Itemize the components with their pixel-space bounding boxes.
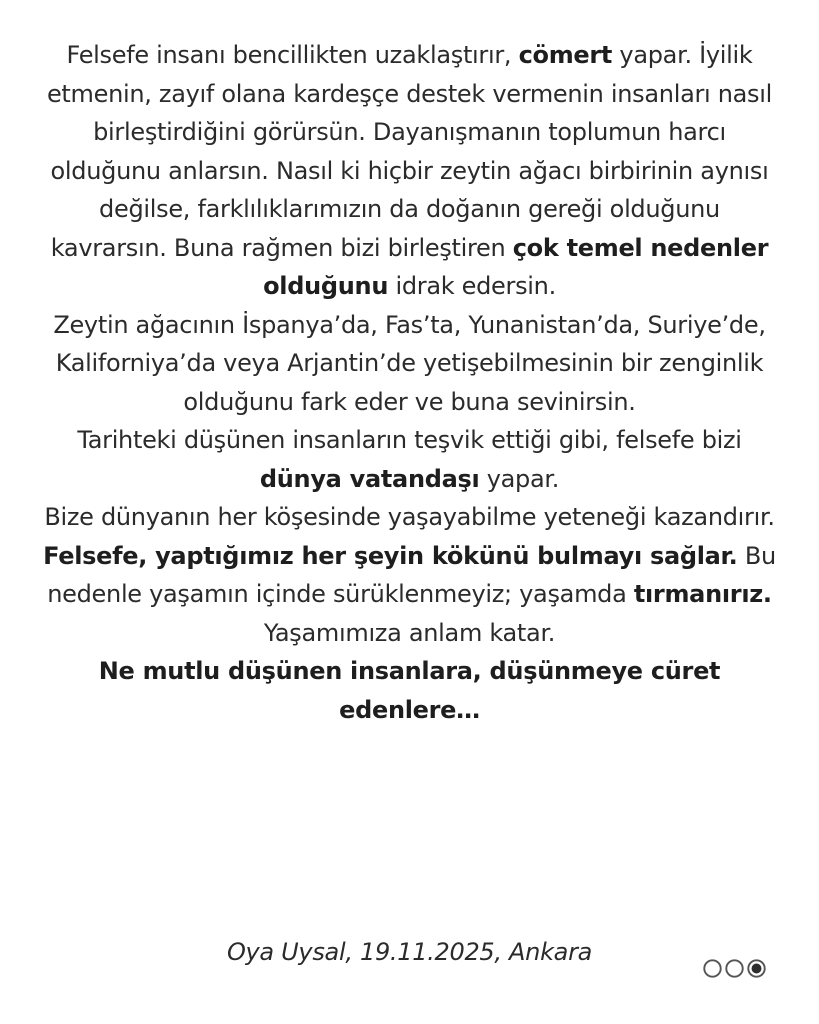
circle-outline-icon[interactable] [702,958,723,979]
text-run: Zeytin ağacının İspanya’da, Fas’ta, Yunanistan’da, Suriye’de, Kaliforniya’da veya Arjantin’de yetişebilmesinin bir zenginlik olduğunu fark eder ve buna sevinirsin. [53,310,766,416]
paragraph-2 [40,306,779,422]
circle-filled-icon[interactable] [746,958,767,979]
paragraph-3 [40,421,779,498]
text-run: Bize dünyanın her köşesinde yaşayabilme yeteneği kazandırır. [44,503,775,531]
text-run: yapar. İyilik etmenin, zayıf olana kardeşçe destek vermenin insanları nasıl birleştirdiğini görürsün. Dayanışmanın toplumun harcı olduğunu anlarsın. Nasıl ki hiçbir zeytin ağacı birbirinin aynısı değilse, farklılıklarımızın da doğanın gereği olduğunu kavrarsın. Buna rağmen bizi birleştiren [46,41,773,262]
paragraph-6 [40,614,779,653]
text-run: Felsefe insanı bencillikten uzaklaştırır, [66,41,519,69]
text-run: idrak edersin. [388,272,556,300]
paragraph-7 [40,652,779,729]
circle-outline-icon[interactable] [724,958,745,979]
signature: Oya Uysal, 19.11.2025, Ankara [226,938,593,966]
bold-text-run: cömert [518,41,613,69]
paragraph-5 [40,537,779,614]
paragraph-4 [40,498,779,537]
bold-text-run: Felsefe, yaptığımız her şeyin kökünü bulmayı sağlar. [43,541,738,570]
bold-text-run: çok temel nedenler olduğunu [263,233,769,300]
pagination-dots [702,958,767,979]
text-run: Yaşamımıza anlam katar. [263,618,556,647]
bold-text-run: dünya vatandaşı [259,464,480,493]
text-run: Bu nedenle yaşamın içinde sürüklenmeyiz; yaşamda [47,541,776,608]
text-run: yapar. [479,464,560,493]
bold-text-run: tırmanırız. [633,580,772,608]
text-run: Tarihteki düşünen insanların teşvik ettiği gibi, felsefe bizi [77,426,742,454]
paragraph-1 [40,36,779,306]
bold-text-run: Ne mutlu düşünen insanlara, düşünmeye cüret edenlere… [98,657,721,724]
article-body [40,36,779,729]
